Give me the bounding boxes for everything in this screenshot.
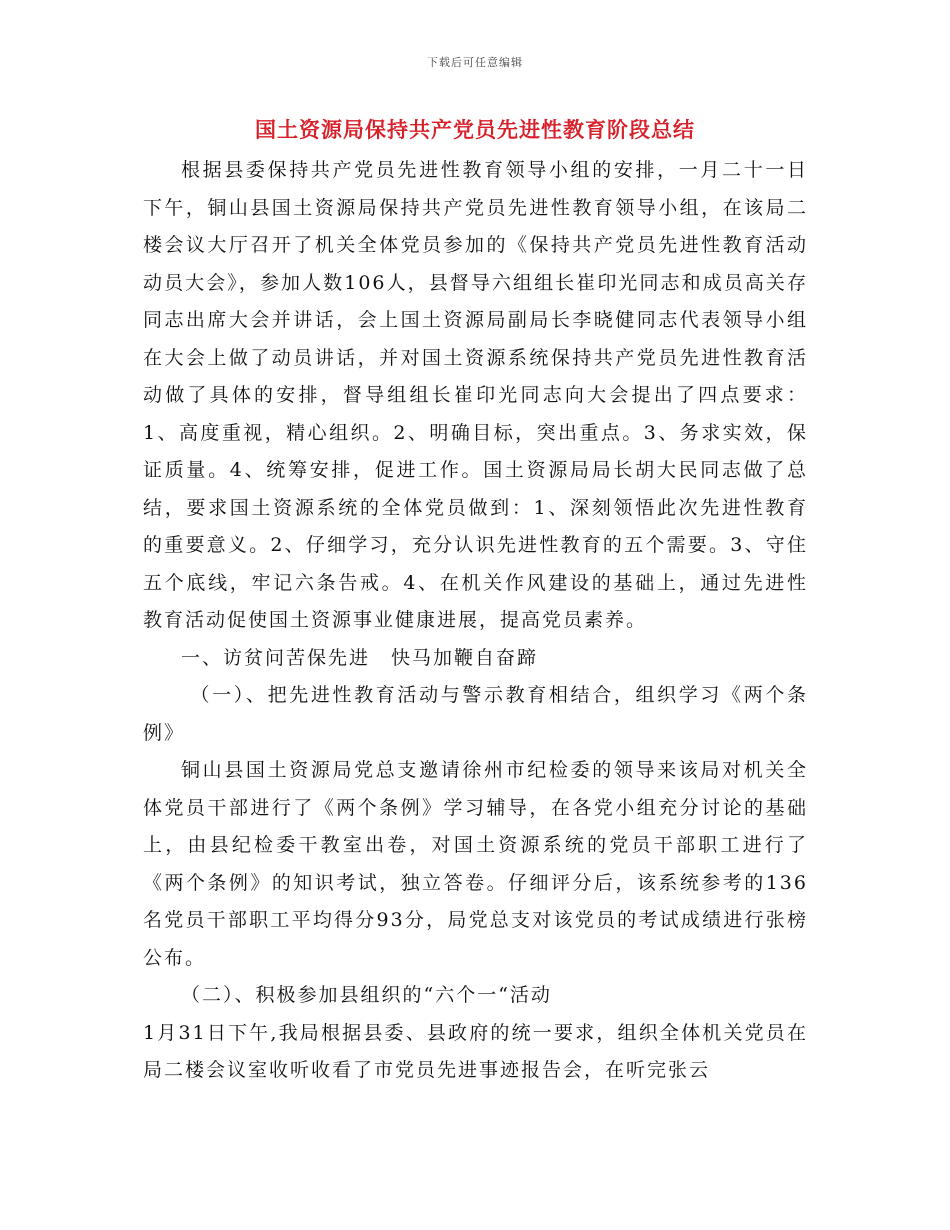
document-title: 国土资源局保持共产党员先进性教育阶段总结 [255, 117, 695, 142]
document-body [143, 152, 808, 1090]
section-heading-1: 一、访贫问苦保先进 快马加鞭自奋蹄 [181, 646, 539, 669]
paragraph-intro: 根据县委保持共产党员先进性教育领导小组的安排，一月二十一日下午，铜山县国土资源局保持共产党员先进性教育领导小组，在该局二楼会议大厅召开了机关全体党员参加的《保持共产党员先进性教育活动动员大会》，参加人数106人，县督导六组组长崔印光同志和成员高关存同志出席大会并讲话，会上国土资源局副局长李晓健同志代表领导小组在大会上做了动员讲话，并对国土资源系统保持共产党员先进性教育活动做了具体的安排，督导组组长崔印光同志向大会提出了四点要求：1、高度重视，精心组织。2、明确目标，突出重点。3、务求实效，保证质量。4、统筹安排，促进工作。国土资源局局长胡大民同志做了总结，要求国土资源系统的全体党员做到：1、深刻领悟此次先进性教育的重要意义。2、仔细学习，充分认识先进性教育的五个需要。3、守住五个底线，牢记六条告戒。4、在机关作风建设的基础上，通过先进性教育活动促使国土资源事业健康进展，提高党员素养。 [143, 159, 808, 631]
page-header: 下载后可任意编辑 [427, 56, 523, 69]
subsection-heading-1: （一）、把先进性教育活动与警示教育相结合，组织学习《两个条例》 [143, 684, 808, 744]
paragraph-activity: 1月31日下午,我局根据县委、县政府的统一要求，组织全体机关党员在局二楼会议室收听收看了市党员先进事迹报告会，在听完张云 [143, 1021, 808, 1081]
paragraph-study: 铜山县国土资源局党总支邀请徐州市纪检委的领导来该局对机关全体党员干部进行了《两个条例》学习辅导，在各党小组充分讨论的基础上，由县纪检委干教室出卷，对国土资源系统的党员干部职工进行了《两个条例》的知识考试，独立答卷。仔细评分后，该系统参考的136名党员干部职工平均得分93分，局党总支对该党员的考试成绩进行张榜公布。 [143, 759, 808, 969]
subsection-heading-2: （二）、积极参加县组织的“六个一“活动 [181, 984, 552, 1006]
